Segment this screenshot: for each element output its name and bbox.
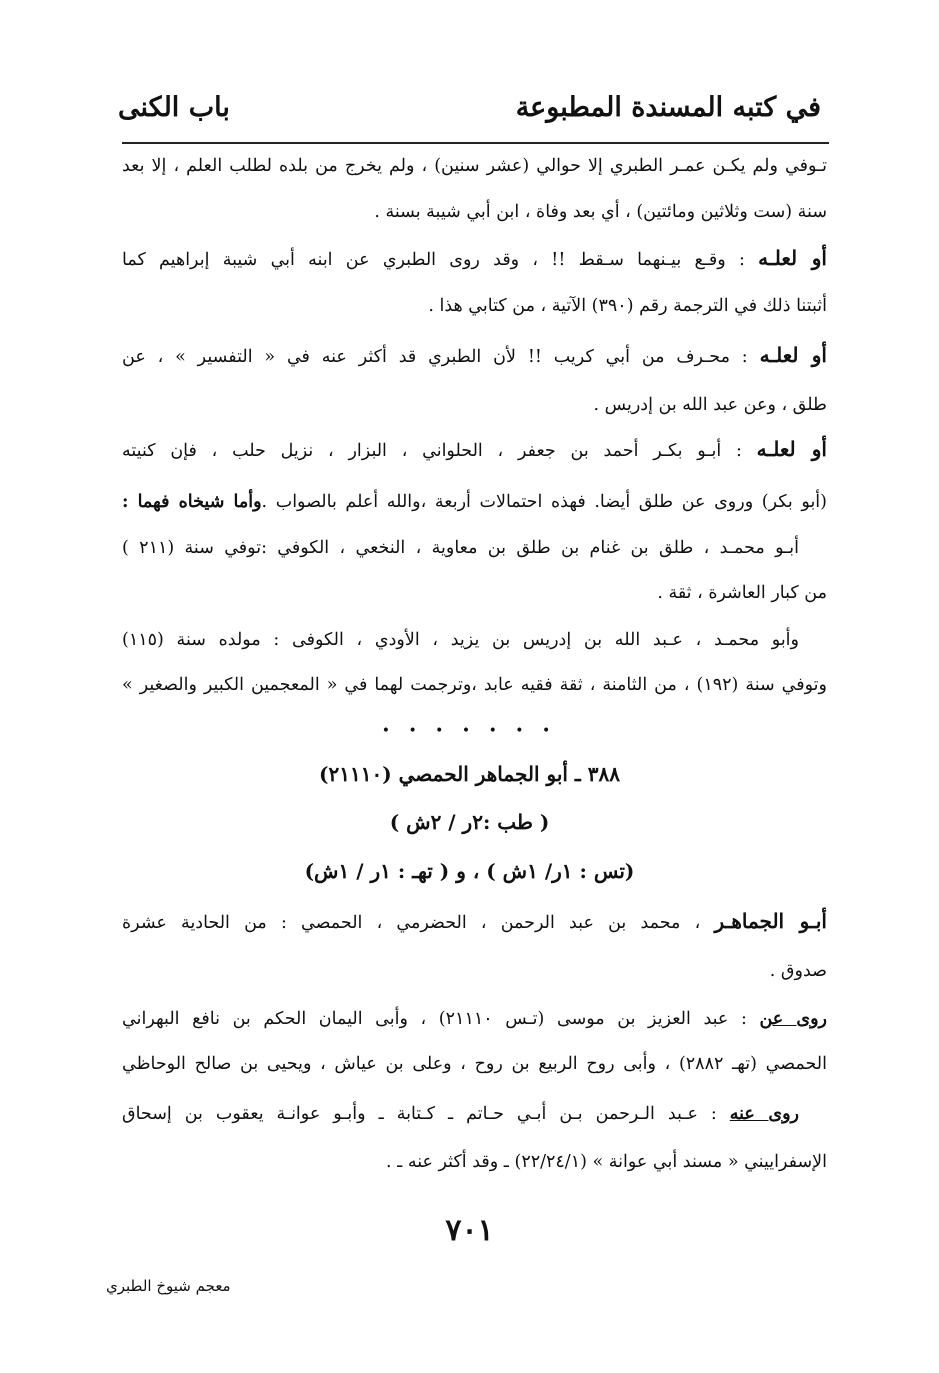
text-line: وأبو محمـد ، عـبد الله بن إدريس بن يزيد ، الأودي ، الكوفى : مولده سنة (١١٥) bbox=[122, 630, 799, 650]
narrated-from-label: روى عن bbox=[759, 1009, 827, 1029]
text-line: أبـو محمـد ، طلق بن غنام بن طلق بن معاوية ، النخعي ، الكوفي :توفي سنة (٢١١ ) bbox=[122, 538, 799, 558]
entry-codes-secondary: (تس : ١ر/ ١ش ) ، و ( تهـ : ١ر / ١ش) bbox=[304, 859, 635, 883]
text-span: : عـبد الـرحمن بـن أبـي حـاتم ـ كـتابة ـ وأبـو عوانـة يعقوب بن إسحاق bbox=[122, 1104, 717, 1124]
text-line: وتوفي سنة (١٩٢) ، من الثامنة ، ثقة فقيه عابد ،وترجمت لهما في « المعجمين الكبير والصغير » bbox=[122, 675, 827, 695]
text-line bbox=[122, 435, 827, 465]
text-line bbox=[122, 341, 827, 371]
footer-book-title: معجم شيوخ الطبري bbox=[106, 1277, 231, 1295]
text-span-bold: وأما شيخاه فهما : bbox=[122, 492, 262, 512]
text-span: : عبد العزيز بن موسى (تـس ٢١١١٠) ، وأبى اليمان الحكم بن نافع البهراني bbox=[122, 1009, 747, 1029]
text-line: تـوفي ولم يكـن عمـر الطبري إلا حوالي (عشر سنين) ، ولم يخرج من بلده لطلب العلم ، إلا بعد bbox=[122, 156, 827, 176]
text-line bbox=[122, 488, 827, 516]
paragraph-lead: أو لعلـه bbox=[759, 343, 827, 367]
entry-name: أبـو الجماهـر bbox=[714, 909, 827, 933]
entry-codes-primary: ( طب :٢ر / ٢ش ) bbox=[389, 810, 550, 834]
text-line: الحمصي (تهـ ٢٨٨٢) ، وأبى روح الربيع بن روح ، وعلى بن عياش ، ويحيى بن صالح الوحاظي bbox=[122, 1054, 827, 1074]
text-line: الإسفراييني « مسند أبي عوانة » (٢٢/٢٤/١) ـ وقد أكثر عنه ـ . bbox=[386, 1152, 827, 1172]
header-rule bbox=[122, 142, 829, 144]
text-line: من كبار العاشرة ، ثقة . bbox=[657, 583, 827, 603]
entry-title: ٣٨٨ ـ أبو الجماهر الحمصي (٢١١١٠) bbox=[319, 762, 620, 786]
text-span: : محـرف من أبي كريب !! لأن الطبري قد أكثر عنه في « التفسير » ، عن bbox=[122, 347, 748, 367]
text-span: : وقـع بيـنهما سـقط !! ، وقد روى الطبري عن ابنه أبي شيبة إبراهيم كما bbox=[122, 250, 745, 270]
text-line bbox=[122, 907, 827, 937]
text-line: سنة (ست وثلاثين ومائتين) ، أي بعد وفاة ، ابن أبي شيبة بسنة . bbox=[374, 202, 827, 222]
narrated-by-label: روى عنه bbox=[729, 1104, 799, 1124]
text-span: ، محمد بن عبد الرحمن ، الحضرمي ، الحمصي : من الحادية عشرة bbox=[122, 913, 701, 933]
paragraph-lead: أو لعلـه bbox=[758, 246, 827, 270]
text-span: (أبو بكر) وروى عن طلق أيضا. فهذه احتمالات أربعة ،والله أعلم بالصواب . bbox=[261, 492, 827, 512]
page-number: ٧٠١ bbox=[445, 1213, 494, 1248]
text-line bbox=[122, 1005, 827, 1033]
text-span: : أبـو بكـر أحمد بن جعفر ، الحلواني ، البزار ، نزيل حلب ، فإن كنيته bbox=[122, 441, 742, 461]
text-line: طلق ، وعن عبد الله بن إدريس . bbox=[593, 395, 827, 415]
text-line bbox=[122, 1100, 799, 1128]
text-line: أثبتنا ذلك في الترجمة رقم (٣٩٠) الآتية ، من كتابي هذا . bbox=[428, 296, 827, 316]
text-line: صدوق . bbox=[769, 961, 827, 981]
text-line bbox=[122, 244, 827, 274]
paragraph-lead: أو لعلـه bbox=[756, 437, 827, 461]
section-separator: • • • • • • • bbox=[381, 723, 558, 739]
running-header-title: في كتبه المسندة المطبوعة bbox=[515, 92, 821, 123]
running-header-chapter: باب الكنى bbox=[118, 92, 230, 123]
